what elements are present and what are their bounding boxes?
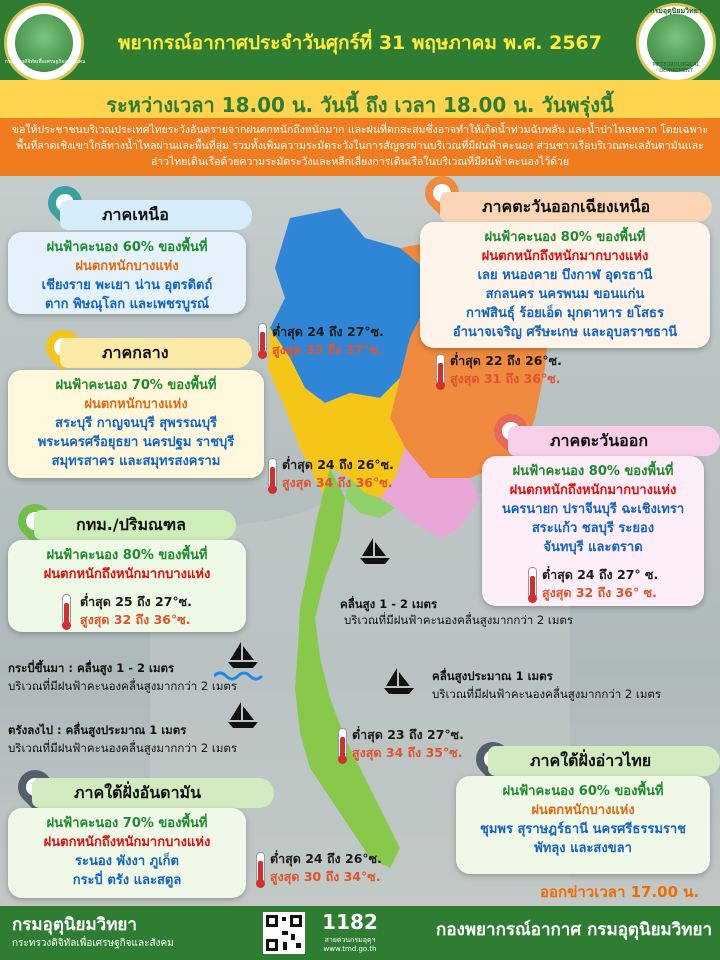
thermometer-icon (528, 567, 537, 599)
thermometer-icon (268, 458, 277, 490)
northeast-areas-4: อำนาจเจริญ ศรีษะเกษ และอุบลราชธานี (452, 325, 678, 340)
tmd-logo-text: กรมอุตุนิยมวิทยา (650, 7, 702, 15)
south-east-temp-low: ต่ำสุด 23 ถึง 27°ซ. (352, 727, 464, 742)
region-tag-northeast: ภาคตะวันออกเฉียงเหนือ (440, 192, 712, 222)
region-card-central (8, 370, 264, 478)
south-west-temp-low: ต่ำสุด 24 ถึง 26°ซ. (270, 851, 382, 866)
northeast-temp-high: สูงสุด 31 ถึง 36°ซ. (450, 371, 561, 386)
south-east-heavy: ฝนตกหนักบางแห่ง (531, 803, 635, 818)
central-rain: ฝนฟ้าคะนอง 70% ของพื้นที่ (55, 378, 217, 393)
hotline-number: 1182 (322, 910, 378, 934)
page-title: พยากรณ์อากาศประจำวันศุกร์ที่ 31 พฤษภาคม พ.ศ. 2567 (118, 32, 602, 54)
east-heavy: ฝนตกหนักถึงหนักมากบางแห่ง (509, 483, 677, 498)
north-temp (272, 323, 384, 359)
north-temp-low: ต่ำสุด 24 ถึง 27°ซ. (272, 324, 384, 339)
sailboat-icon (358, 536, 392, 566)
thermometer-icon (258, 323, 267, 355)
region-tag-east: ภาคตะวันออก (508, 426, 720, 456)
sailboat-icon (226, 700, 260, 730)
bangkok-heavy: ฝนตกหนักถึงหนักมากบางแห่ง (43, 567, 211, 582)
tmd-logo-sub: METEOROLOGICAL DEPARTMENT (652, 62, 700, 74)
central-temp-low: ต่ำสุด 24 ถึง 26°ซ. (282, 457, 394, 472)
central-temp (282, 456, 394, 492)
bangkok-temp (80, 593, 192, 629)
central-temp-high: สูงสุด 34 ถึง 36°ซ. (282, 475, 393, 490)
northeast-temp-low: ต่ำสุด 22 ถึง 26°ซ. (450, 353, 562, 368)
thermometer-icon (62, 594, 71, 626)
region-tag-bangkok: กทม./ปริมณฑล (34, 510, 236, 540)
east-areas-1: นครนายก ปราจีนบุรี ฉะเชิงเทรา (501, 502, 685, 517)
north-temp-high: สูงสุด 33 ถึง 37°ซ. (272, 342, 383, 357)
northeast-areas-3: กาฬสินธุ์ ร้อยเอ็ด มุกดาหาร ยโสธร (466, 306, 664, 321)
region-card-northeast (420, 222, 710, 348)
south-west-areas-1: ระนอง พังงา ภูเก็ต (75, 854, 179, 869)
thermometer-icon (436, 354, 445, 386)
east-temp-low: ต่ำสุด 24 ถึง 27° ซ. (542, 567, 659, 582)
region-card-south-east (456, 776, 710, 874)
region-tag-south-west: ภาคใต้ฝั่งอันดามัน (32, 778, 274, 808)
wave-andaman-south-sub: บริเวณที่มีฝนฟ้าคะนองคลื่นสูงมากกว่า 2 เมตร (8, 741, 238, 755)
south-east-rain: ฝนฟ้าคะนอง 60% ของพื้นที่ (502, 784, 664, 799)
south-east-temp (352, 726, 464, 762)
south-west-areas-2: กระบี่ ตรัง และสตูล (72, 873, 182, 888)
wave-andaman-north-title: กระบี่ขึ้นมา : คลื่นสูง 1 - 2 เมตร (8, 661, 175, 675)
east-areas-2: สระแก้ว ชลบุรี ระยอง (531, 521, 655, 536)
east-temp (542, 566, 658, 602)
northeast-areas-1: เลย หนองคาย บึงกาฬ อุดรธานี (477, 268, 653, 283)
region-tag-north: ภาคเหนือ (60, 200, 252, 230)
central-areas-3: สมุทรสาคร และสมุทรสงคราม (51, 454, 221, 469)
hotline-caption: สายด่วนกรมอุตุฯ (324, 936, 376, 944)
sailboat-icon (226, 640, 260, 670)
north-heavy: ฝนตกหนักบางแห่ง (75, 259, 179, 274)
south-west-heavy: ฝนตกหนักถึงหนักมากบางแห่ง (43, 835, 211, 850)
east-temp-high: สูงสุด 32 ถึง 36° ซ. (542, 585, 657, 600)
bangkok-temp-high: สูงสุด 32 ถึง 36°ซ. (80, 612, 191, 627)
south-west-temp (270, 850, 382, 886)
north-areas-1: เชียงราย พะเยา น่าน อุตรดิตถ์ (41, 278, 213, 293)
east-areas-3: จันทบุรี และตราด (543, 540, 643, 555)
region-tag-south-east: ภาคใต้ฝั่งอ่าวไทย (488, 746, 720, 776)
sailboat-icon (382, 666, 416, 696)
south-east-temp-high: สูงสุด 34 ถึง 35°ซ. (352, 745, 463, 760)
north-rain: ฝนฟ้าคะนอง 60% ของพื้นที่ (46, 240, 208, 255)
issue-time: ออกข่าวเวลา 17.00 น. (540, 883, 700, 901)
south-east-areas-2: พัทลุง และสงขลา (534, 841, 632, 856)
ministry-logo-caption: กระทรวงดิจิทัลเพื่อเศรษฐกิจและสังคม (4, 59, 86, 65)
region-card-north (8, 232, 246, 314)
wave-upper-gulf-title: คลื่นสูง 1 - 2 เมตร (340, 597, 438, 611)
central-areas-1: สระบุรี กาญจนบุรี สุพรรณบุรี (55, 416, 217, 431)
bangkok-temp-low: ต่ำสุด 25 ถึง 27°ซ. (80, 594, 192, 609)
south-west-temp-high: สูงสุด 30 ถึง 34°ซ. (270, 869, 381, 884)
wave-lower-gulf-sub: บริเวณที่มีฝนฟ้าคะนองคลื่นสูงมากกว่า 2 เมตร (432, 687, 662, 701)
south-west-rain: ฝนฟ้าคะนอง 70% ของพื้นที่ (46, 816, 208, 831)
east-rain: ฝนฟ้าคะนอง 80% ของพื้นที่ (512, 464, 674, 479)
footer-ministry: กระทรวงดิจิทัลเพื่อเศรษฐกิจและสังคม (12, 938, 174, 949)
north-areas-2: ตาก พิษณุโลก และเพชรบูรณ์ (44, 297, 210, 312)
northeast-temp (450, 352, 562, 388)
qr-code-icon[interactable] (263, 912, 305, 954)
region-tag-central: ภาคกลาง (60, 338, 252, 368)
south-east-areas-1: ชุมพร สุราษฎร์ธานี นครศรีธรรมราช (480, 822, 686, 837)
central-heavy: ฝนตกหนักบางแห่ง (84, 397, 188, 412)
wave-andaman-north-sub: บริเวณที่มีฝนฟ้าคะนองคลื่นสูงมากกว่า 2 เมตร (8, 679, 238, 693)
wave-upper-gulf-sub: บริเวณที่มีฝนฟ้าคะนองคลื่นสูงมากกว่า 2 เมตร (344, 613, 574, 627)
northeast-areas-2: สกลนคร นครพนม ขอนแก่น (485, 287, 645, 302)
bangkok-rain: ฝนฟ้าคะนอง 80% ของพื้นที่ (46, 548, 208, 563)
northeast-heavy: ฝนตกหนักถึงหนักมากบางแห่ง (481, 249, 649, 264)
footer-department: กองพยากรณ์อากาศ กรมอุตุนิยมวิทยา (436, 920, 712, 940)
warning-notice: ขอให้ประชาชนบริเวณประเทศไทยระวังอันตรายจากฝนตกหนักถึงหนักมาก และฝนที่ตกสะสมซึ่งอาจทำให้เกิดน้ำท่วมฉับพลัน และน้ำป่าไหลหลาก โดยเฉพาะพื้นที่ลาดเชิงเขาใกล้ทางน้ำไหลผ่านและพื้นที่ลุ่ม รวมทั้งเพิ่มความระมัดระวังในการสัญจรผ่านบริเวณที่มีฝนฟ้าคะนอง ส่วนชาวเรือบริเวณทะเลอันดามันและอ่าวไทยเดินเรือด้วยความระมัดระวังและหลีกเลี่ยงการเดินเรือในบริเวณที่มีฝนฟ้าคะนองไว้ด้วย (11, 124, 709, 168)
ministry-logo (4, 3, 84, 83)
thermometer-icon (338, 728, 347, 760)
hotline-label (316, 936, 384, 954)
northeast-rain: ฝนฟ้าคะนอง 80% ของพื้นที่ (484, 230, 646, 245)
website-link[interactable]: www.tmd.go.th (323, 945, 377, 953)
central-areas-2: พระนครศรีอยุธยา นครปฐม ราชบุรี (37, 435, 235, 450)
forecast-period: ระหว่างเวลา 18.00 น. วันนี้ ถึง เวลา 18.00 น. วันพรุ่งนี้ (106, 93, 614, 117)
region-card-south-west (8, 808, 246, 898)
wave-lower-gulf-title: คลื่นสูงประมาณ 1 เมตร (432, 669, 553, 683)
footer-org: กรมอุตุนิยมวิทยา (12, 915, 137, 935)
thermometer-icon (256, 852, 265, 884)
wave-andaman-south-title: ตรังลงไป : คลื่นสูงประมาณ 1 เมตร (8, 723, 187, 737)
